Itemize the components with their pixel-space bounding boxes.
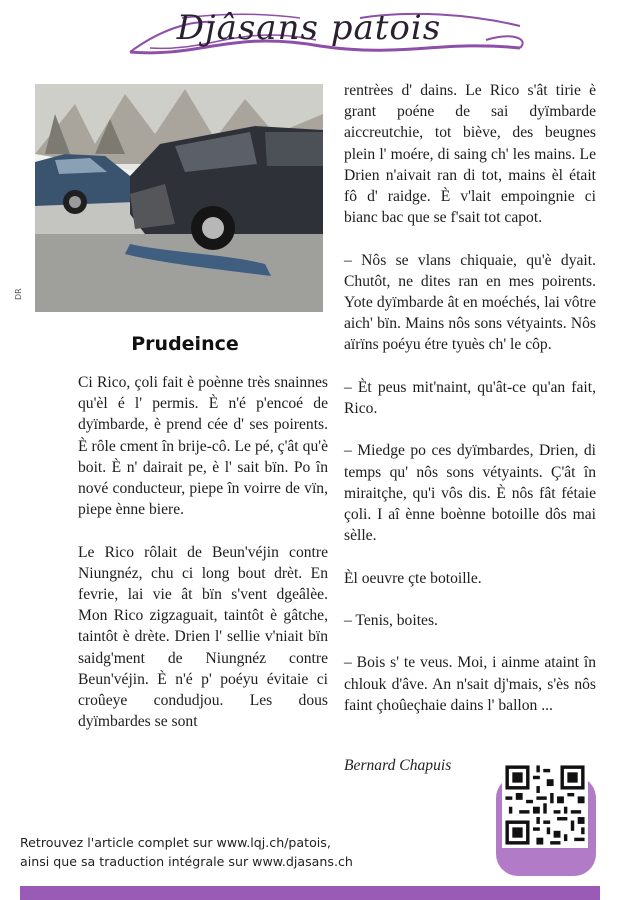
qr-code-icon[interactable] — [502, 762, 588, 848]
footer-line-translation-link: ainsi que sa traduction intégrale sur www.djasans.ch — [20, 854, 353, 869]
article-paragraph: – Bois s' te veus. Moi, i ainme ataint în chlouk d'âve. An n'sait dj'mais, s'ès nôs faint çhoûeçhaie dains l' ballon ... — [344, 654, 596, 714]
page-header — [0, 0, 618, 70]
article-paragraph: – Miedge po ces dyïmbardes, Drien, di temps qu' nôs sons vétyaints. Ç'ât în miraitçhe, qu'i vôs dis. È nôs fât fétaie çoli. I aî ènne boènne botoille dôs mai sèlle. — [344, 442, 596, 545]
article-paragraph: Èl oeuvre çte botoille. — [344, 569, 482, 587]
photo-credit: DR — [14, 288, 23, 300]
page-title: Djâsans patois — [176, 8, 442, 48]
qr-code-block[interactable] — [496, 762, 596, 878]
article-paragraph: rentrèes d' dains. Le Rico s'ât tirie è grant poéne de sai dyïmbarde aiccreutchie, tot biève, des beugnes plein l' moére, di saing ch' les mains. Le Drien n'aivait ran di tot, mains èl était fô d' raidge. È v'lait empoingnie ci bianc bac que se f'sait tot capot. — [344, 82, 596, 227]
article-paragraph: – Tenis, boites. — [344, 612, 438, 629]
bottom-accent-bar — [20, 886, 600, 900]
article-column-left — [78, 372, 328, 754]
footer-line-article-link: Retrouvez l'article complet sur www.lqj.ch/patois, — [20, 835, 331, 850]
article-column-right — [344, 80, 596, 737]
crash-photo — [35, 84, 323, 312]
author-signature: Bernard Chapuis — [344, 757, 452, 774]
article-paragraph: – Nôs se vlans chiquaie, qu'è dyait. Chutôt, ne dites ran en mes poirents. Yote dyïmbarde ât en moéchés, lai vôtre aich' bïn. Mains nôs sons vétyaints. Nôs aïrïns poéyu étre tyuès ch' le côp. — [344, 251, 596, 354]
article-paragraph: Le Rico rôlait de Beun'véjin contre Niungnéz, chu ci long bout drèt. En fevrie, lai vie ât bïn s'vent dgeâlèe. Mon Rico zigzaguait, taintôt è gâtche, taintôt è drète. Drien l' sellie v'niait bïn saidg'ment de Niungnéz contre Beun'véjin. È n'é p' poéyu évitaie ci croûeye condudjou. Les dous dyïmbardes se sont — [78, 543, 328, 731]
article-paragraph: Ci Rico, çoli fait è poènne très snainnes qu'èl é l' permis. È n'é p'encoé de dyïmbarde, è prend cée d' ses poirents. È rôle cment în brije-cô. Le pé, ç'ât qu'è boit. È n' dairait pe, è l' sait bïn. Po în nové conducteur, piepe în voirre de vïn, piepe ènne biere. — [78, 374, 328, 519]
article-paragraph: – Èt peus mit'naint, qu'ât-ce qu'an fait, Rico. — [344, 378, 596, 418]
footer-note — [20, 833, 490, 871]
article-title: Prudeince — [131, 333, 239, 355]
